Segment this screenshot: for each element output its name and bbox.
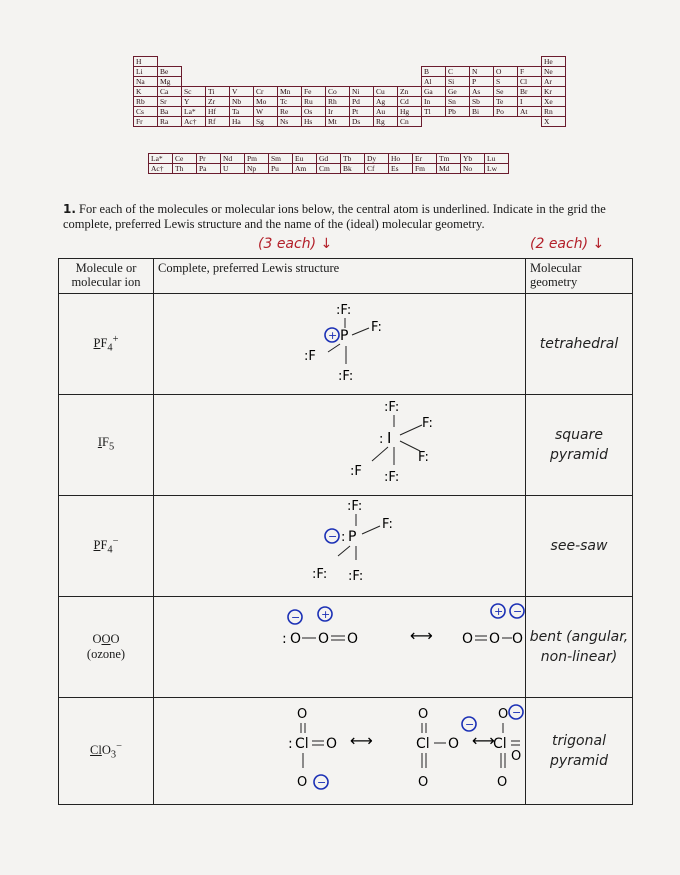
- element-cell: Dy: [365, 154, 389, 164]
- lone-pair: :: [282, 631, 287, 647]
- element-cell: Y: [182, 97, 206, 107]
- periodic-row: [134, 67, 566, 77]
- periodic-row: [134, 57, 566, 67]
- element-cell: Gd: [317, 154, 341, 164]
- atom-o-left: O: [290, 631, 302, 647]
- element-cell: Rb: [134, 97, 158, 107]
- element-cell: Lw: [485, 164, 509, 174]
- element-cell: Np: [245, 164, 269, 174]
- element-cell: F: [518, 67, 542, 77]
- atom-o-top: O: [418, 707, 429, 722]
- answer-grid: [58, 258, 633, 805]
- element-cell: Be: [158, 67, 182, 77]
- element-cell: Sc: [182, 87, 206, 97]
- element-cell: Li: [134, 67, 158, 77]
- element-cell: Cf: [365, 164, 389, 174]
- element-cell: N: [470, 67, 494, 77]
- molecule-clo3-minus: ClO$_3$−: [59, 698, 154, 805]
- element-cell: Ca: [158, 87, 182, 97]
- element-cell: Pr: [197, 154, 221, 164]
- atom-f-upper-right: F:: [422, 416, 433, 431]
- atom-f-right: F:: [382, 517, 393, 532]
- molecule-pf4-plus: $PF_4^+$: [59, 294, 154, 395]
- element-cell: Re: [278, 107, 302, 117]
- bond: [400, 425, 422, 435]
- element-cell: Sm: [269, 154, 293, 164]
- periodic-row: [134, 117, 566, 127]
- element-cell: X: [542, 117, 566, 127]
- lone-pair: :: [288, 736, 293, 752]
- element-cell: Zr: [206, 97, 230, 107]
- atom-p: P: [340, 328, 349, 344]
- molecule-formula: O: [101, 632, 111, 646]
- element-cell: Fr: [134, 117, 158, 127]
- molecule-pf4-minus: $PF_4^-$: [59, 496, 154, 597]
- element-cell: Cm: [317, 164, 341, 174]
- resonance-arrow: ⟷: [350, 731, 373, 750]
- element-cell: La*: [182, 107, 206, 117]
- geometry-pf4-plus: tetrahedral: [526, 294, 633, 395]
- atom-o-top: O: [498, 707, 509, 722]
- element-cell: Ac†: [182, 117, 206, 127]
- atom-f-top: :F:: [384, 400, 400, 415]
- element-cell: Sg: [254, 117, 278, 127]
- geometry-clo3-minus: trigonal pyramid: [526, 698, 633, 805]
- formal-charge-minus: −: [465, 718, 475, 731]
- bond: [372, 447, 388, 461]
- bond: [362, 526, 380, 534]
- element-cell: Ne: [542, 67, 566, 77]
- header-molecule: Molecule or molecular ion: [59, 259, 154, 294]
- atom-cl: Cl: [493, 736, 507, 752]
- atom-o-bottom: O: [418, 775, 429, 790]
- molecule-note: (ozone): [86, 647, 126, 661]
- element-cell: Ce: [173, 154, 197, 164]
- element-cell: Cu: [374, 87, 398, 97]
- lewis-ozone: [154, 597, 526, 698]
- element-cell: Tc: [278, 97, 302, 107]
- bond: [338, 546, 350, 556]
- element-cell: Ir: [326, 107, 350, 117]
- element-cell: Ra: [158, 117, 182, 127]
- actinide-row: [149, 164, 509, 174]
- atom-o-center: O: [318, 631, 330, 647]
- periodic-row: [134, 97, 566, 107]
- geometry-ozone: bent (angular, non-linear): [526, 597, 633, 698]
- element-cell: Hs: [302, 117, 326, 127]
- element-cell: Si: [446, 77, 470, 87]
- atom-f-lower-left: :F: [350, 464, 362, 479]
- element-cell: Al: [422, 77, 446, 87]
- periodic-table-body: [134, 57, 566, 127]
- element-cell: Pt: [350, 107, 374, 117]
- question-number: 1.: [63, 202, 76, 216]
- element-cell: Hf: [206, 107, 230, 117]
- formal-charge-minus: −: [328, 530, 338, 543]
- atom-o-bottom: O: [497, 775, 508, 790]
- element-cell: I: [518, 97, 542, 107]
- element-cell: Xe: [542, 97, 566, 107]
- atom-f-bottom: :F:: [338, 369, 354, 384]
- element-cell: Cd: [398, 97, 422, 107]
- element-cell: Am: [293, 164, 317, 174]
- atom-o-right: O: [326, 736, 338, 752]
- element-cell: Ho: [389, 154, 413, 164]
- element-cell: Sn: [446, 97, 470, 107]
- element-cell: Pa: [197, 164, 221, 174]
- element-cell: Lu: [485, 154, 509, 164]
- element-cell: Bk: [341, 164, 365, 174]
- element-cell: Ru: [302, 97, 326, 107]
- element-cell: Ds: [350, 117, 374, 127]
- molecule-ozone: OOO (ozone): [59, 597, 154, 698]
- element-cell: Co: [326, 87, 350, 97]
- resonance-arrow: ⟷: [472, 731, 495, 750]
- atom-f-bottom: :F:: [384, 470, 400, 485]
- element-cell: Se: [494, 87, 518, 97]
- element-cell: Ge: [446, 87, 470, 97]
- element-cell: As: [470, 87, 494, 97]
- element-cell: Rn: [542, 107, 566, 117]
- molecule-if5: $IF_5$: [59, 395, 154, 496]
- element-cell: Th: [173, 164, 197, 174]
- molecule-formula: Cl: [90, 743, 102, 758]
- question-text: [63, 202, 631, 232]
- element-cell: Sr: [158, 97, 182, 107]
- element-cell: Ta: [230, 107, 254, 117]
- geometry-points-note: (2 each) ↓: [530, 236, 605, 252]
- element-cell: Sb: [470, 97, 494, 107]
- element-cell: Eu: [293, 154, 317, 164]
- element-cell: Tl: [422, 107, 446, 117]
- element-cell: La*: [149, 154, 173, 164]
- element-cell: Pd: [350, 97, 374, 107]
- element-cell: Nd: [221, 154, 245, 164]
- element-cell: Mg: [158, 77, 182, 87]
- atom-o-left: O: [462, 631, 474, 647]
- atom-p: P: [348, 529, 357, 545]
- element-cell: U: [221, 164, 245, 174]
- formal-charge-minus: −: [317, 776, 327, 789]
- lewis-clo3-minus: [154, 698, 526, 805]
- atom-f-lower-left: :F:: [312, 567, 328, 582]
- bond: [352, 328, 369, 335]
- molecule-formula: P: [93, 336, 101, 351]
- element-cell: Po: [494, 107, 518, 117]
- element-cell: Te: [494, 97, 518, 107]
- element-cell: Mn: [278, 87, 302, 97]
- atom-f-bottom: :F:: [348, 569, 364, 584]
- lewis-structure-5: [154, 698, 525, 804]
- atom-f-right: F:: [371, 320, 382, 335]
- lewis-structure-4: [154, 597, 525, 697]
- formal-charge-plus: +: [328, 329, 338, 342]
- element-cell: Md: [437, 164, 461, 174]
- element-cell: He: [542, 57, 566, 67]
- lewis-structure-1: [154, 294, 525, 394]
- element-cell: Pu: [269, 164, 293, 174]
- atom-o-right: O: [512, 631, 524, 647]
- element-cell: Yb: [461, 154, 485, 164]
- periodic-row: [134, 87, 566, 97]
- element-cell: Ba: [158, 107, 182, 117]
- atom-o-right: O: [511, 749, 522, 764]
- resonance-arrow: ⟷: [410, 626, 433, 645]
- atom-o-bottom: O: [297, 775, 308, 790]
- element-cell: Ns: [278, 117, 302, 127]
- atom-o-center: O: [489, 631, 501, 647]
- lewis-pf4-plus: [154, 294, 526, 395]
- lewis-points-note: (3 each) ↓: [258, 236, 333, 252]
- atom-o-right: O: [347, 631, 359, 647]
- atom-f-left: :F: [304, 349, 316, 364]
- atom-i: I: [387, 429, 392, 447]
- periodic-row: [134, 107, 566, 117]
- element-cell: C: [446, 67, 470, 77]
- element-cell: Cs: [134, 107, 158, 117]
- element-cell: Cn: [398, 117, 422, 127]
- atom-f-top: :F:: [347, 499, 363, 514]
- atom-cl: Cl: [416, 736, 430, 752]
- element-cell: Au: [374, 107, 398, 117]
- element-cell: Ha: [230, 117, 254, 127]
- element-cell: Nb: [230, 97, 254, 107]
- element-cell: B: [422, 67, 446, 77]
- element-cell: Ag: [374, 97, 398, 107]
- element-cell: Zn: [398, 87, 422, 97]
- element-cell: P: [470, 77, 494, 87]
- element-cell: At: [518, 107, 542, 117]
- formal-charge-minus: −: [512, 706, 522, 719]
- atom-cl: Cl: [295, 736, 309, 752]
- element-cell: Rf: [206, 117, 230, 127]
- lewis-pf4-minus: [154, 496, 526, 597]
- periodic-table: [133, 56, 566, 127]
- element-cell: O: [494, 67, 518, 77]
- formal-charge-minus: −: [291, 611, 301, 624]
- element-cell: H: [134, 57, 158, 67]
- element-cell: W: [254, 107, 278, 117]
- lanthanide-row: [149, 154, 509, 164]
- element-cell: Hg: [398, 107, 422, 117]
- element-cell: Ar: [542, 77, 566, 87]
- element-cell: Tb: [341, 154, 365, 164]
- formal-charge-minus: −: [513, 605, 523, 618]
- element-cell: Kr: [542, 87, 566, 97]
- element-cell: Pm: [245, 154, 269, 164]
- element-cell: Fm: [413, 164, 437, 174]
- element-cell: V: [230, 87, 254, 97]
- element-cell: Es: [389, 164, 413, 174]
- element-cell: Ti: [206, 87, 230, 97]
- element-cell: Ga: [422, 87, 446, 97]
- element-cell: K: [134, 87, 158, 97]
- geometry-if5: square pyramid: [526, 395, 633, 496]
- header-geometry: Molecular geometry: [526, 259, 633, 294]
- lewis-if5: [154, 395, 526, 496]
- element-cell: Pb: [446, 107, 470, 117]
- element-cell: Rh: [326, 97, 350, 107]
- element-cell: Br: [518, 87, 542, 97]
- periodic-row: [134, 77, 566, 87]
- element-cell: In: [422, 97, 446, 107]
- atom-o-right: O: [448, 736, 460, 752]
- lone-pair: :: [379, 432, 384, 447]
- element-cell: Mo: [254, 97, 278, 107]
- atom-o-top: O: [297, 707, 308, 722]
- element-cell: Cr: [254, 87, 278, 97]
- element-cell: Os: [302, 107, 326, 117]
- element-cell: Tm: [437, 154, 461, 164]
- bond: [400, 441, 420, 451]
- formal-charge-plus: +: [494, 605, 504, 618]
- periodic-table-f-block: [148, 153, 509, 174]
- molecule-formula: P: [93, 538, 101, 553]
- question-body: For each of the molecules or molecular ions below, the central atom is underlined. Indicate in the grid the complete, preferred Lewis structure and the name of the (ideal) molecular geometry.: [63, 202, 606, 231]
- molecule-formula: I: [97, 435, 102, 450]
- header-lewis: Complete, preferred Lewis structure: [154, 259, 526, 294]
- element-cell: Cl: [518, 77, 542, 87]
- formal-charge-plus: +: [321, 608, 331, 621]
- element-cell: No: [461, 164, 485, 174]
- element-cell: Bi: [470, 107, 494, 117]
- element-cell: S: [494, 77, 518, 87]
- element-cell: Na: [134, 77, 158, 87]
- geometry-pf4-minus: see-saw: [526, 496, 633, 597]
- element-cell: Er: [413, 154, 437, 164]
- element-cell: Mt: [326, 117, 350, 127]
- element-cell: Ac†: [149, 164, 173, 174]
- lewis-structure-3: [154, 496, 525, 596]
- bond: [328, 344, 340, 352]
- atom-f-lower-right: F:: [418, 450, 429, 465]
- atom-f-top: :F:: [336, 303, 352, 318]
- lone-pair: :: [341, 530, 346, 545]
- lewis-structure-2: [154, 395, 525, 495]
- element-cell: Fe: [302, 87, 326, 97]
- element-cell: Ni: [350, 87, 374, 97]
- element-cell: Rg: [374, 117, 398, 127]
